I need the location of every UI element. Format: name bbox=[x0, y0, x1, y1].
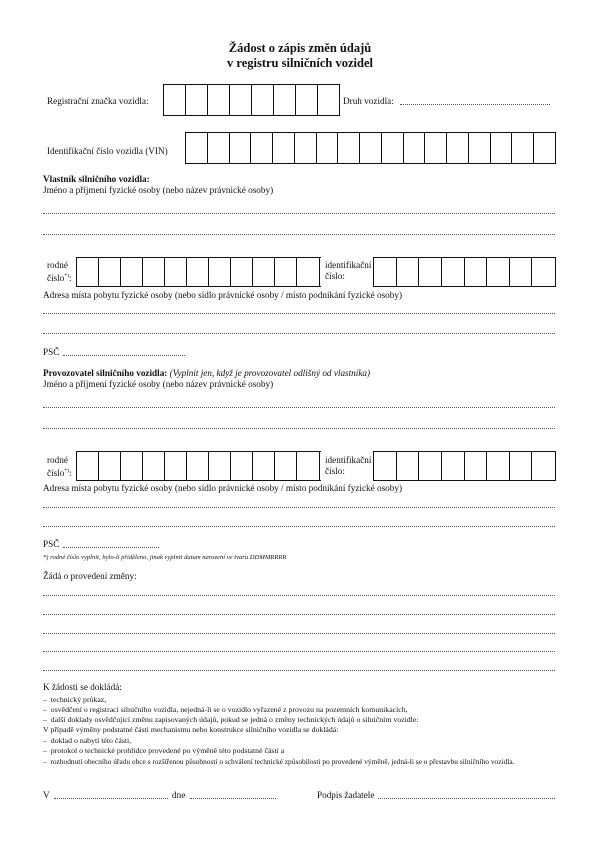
owner-psc-field[interactable] bbox=[63, 355, 185, 356]
owner-rodne-label-2: číslo*): bbox=[47, 273, 72, 284]
operator-name-line-1[interactable] bbox=[43, 407, 555, 408]
operator-rodne-boxes[interactable] bbox=[76, 451, 321, 481]
operator-heading-row: Provozovatel silničního vozidla: (Vyplnit jen, když je provozovatel odlišný od vlastníka) bbox=[43, 368, 371, 378]
reg-number-boxes[interactable] bbox=[163, 84, 340, 116]
operator-rodne-label-2: číslo*): bbox=[47, 468, 72, 479]
operator-name-label: Jméno a příjmení fyzické osoby (nebo název právnické osoby) bbox=[43, 379, 274, 389]
owner-rodne-label-1: rodné bbox=[47, 260, 68, 270]
request-line-3[interactable] bbox=[43, 633, 555, 634]
owner-rodne-boxes[interactable] bbox=[76, 257, 321, 287]
operator-ident-boxes[interactable] bbox=[373, 451, 556, 481]
request-line-4[interactable] bbox=[43, 651, 555, 652]
operator-ident-label-1: identifikační bbox=[325, 455, 372, 465]
request-line-2[interactable] bbox=[43, 614, 555, 615]
owner-name-label: Jméno a příjmení fyzické osoby (nebo název právnické osoby) bbox=[43, 185, 274, 195]
footnote: *) rodné číslo vyplnit, bylo-li přiděleno, jinak vyplnit datum narození ve tvaru DDMMRRRR bbox=[43, 554, 287, 561]
mech-item: – doklad o nabytí této části, bbox=[43, 736, 132, 745]
mech-item: – protokol o technické prohlídce provedené po výměně této podstatné části a bbox=[43, 746, 285, 755]
owner-ident-boxes[interactable] bbox=[373, 257, 556, 287]
druh-label: Druh vozidla: bbox=[343, 96, 394, 106]
operator-address-line-2[interactable] bbox=[43, 526, 555, 527]
owner-psc-label: PSČ bbox=[43, 347, 60, 357]
owner-name-line-2[interactable] bbox=[43, 234, 555, 235]
owner-ident-label-2: číslo: bbox=[325, 271, 345, 281]
owner-heading: Vlastník silničního vozidla: bbox=[43, 174, 150, 184]
sign-label: Podpis žadatele bbox=[317, 790, 375, 800]
reg-label: Registrační značka vozidla: bbox=[47, 96, 149, 106]
owner-ident-label-1: identifikační bbox=[325, 260, 372, 270]
operator-psc-label: PSČ bbox=[43, 539, 60, 549]
operator-name-line-2[interactable] bbox=[43, 428, 555, 429]
operator-rodne-label-1: rodné bbox=[47, 455, 68, 465]
attach-item: – další doklady osvědčující změnu zapisovaných údajů, pokud se jedná o změny technických údajů o silničním vozidle: bbox=[43, 715, 419, 724]
owner-address-line-1[interactable] bbox=[43, 313, 555, 314]
druh-field[interactable] bbox=[400, 104, 550, 105]
operator-psc-field[interactable] bbox=[63, 547, 159, 548]
attach-heading: K žádosti se dokládá: bbox=[43, 682, 122, 692]
vin-label: Identifikační číslo vozidla (VIN) bbox=[47, 146, 168, 156]
operator-address-line-1[interactable] bbox=[43, 507, 555, 508]
owner-address-label: Adresa místa pobytu fyzické osoby (nebo sídlo právnické osoby / místo podnikání fyzické osoby) bbox=[43, 290, 403, 300]
sign-field[interactable] bbox=[378, 798, 555, 799]
attach-item: – osvědčení o registraci silničního vozidla, nejedná-li se o vozidlo vyřazené z provozu na pozemních komunikacích, bbox=[43, 705, 408, 714]
request-line-1[interactable] bbox=[43, 595, 555, 596]
operator-address-label: Adresa místa pobytu fyzické osoby (nebo sídlo právnické osoby / místo podnikání fyzické osoby) bbox=[43, 483, 403, 493]
owner-address-line-2[interactable] bbox=[43, 333, 555, 334]
date-label: dne bbox=[172, 790, 186, 800]
mech-item: – rozhodnutí obecního úřadu obce s rozšířenou působností o schválení technické způsobilosti po provedené výměně, jedná-li se o přestavbu silničního vozidla. bbox=[43, 757, 515, 766]
request-line-5[interactable] bbox=[43, 670, 555, 671]
place-field[interactable] bbox=[54, 798, 168, 799]
date-field[interactable] bbox=[190, 798, 276, 799]
vin-boxes[interactable] bbox=[185, 132, 556, 164]
request-label: Žádá o provedení změny: bbox=[43, 571, 137, 581]
place-label: V bbox=[43, 790, 50, 800]
mech-heading: V případě výměny podstatné části mechanismu nebo konstrukce silničního vozidla se dokládá: bbox=[43, 725, 339, 734]
form-title: Žádost o zápis změn údajů bbox=[228, 41, 372, 55]
owner-name-line-1[interactable] bbox=[43, 213, 555, 214]
form-subtitle: v registru silničních vozidel bbox=[227, 56, 373, 70]
operator-ident-label-2: číslo: bbox=[325, 466, 345, 476]
attach-item: – technický průkaz, bbox=[43, 695, 107, 704]
